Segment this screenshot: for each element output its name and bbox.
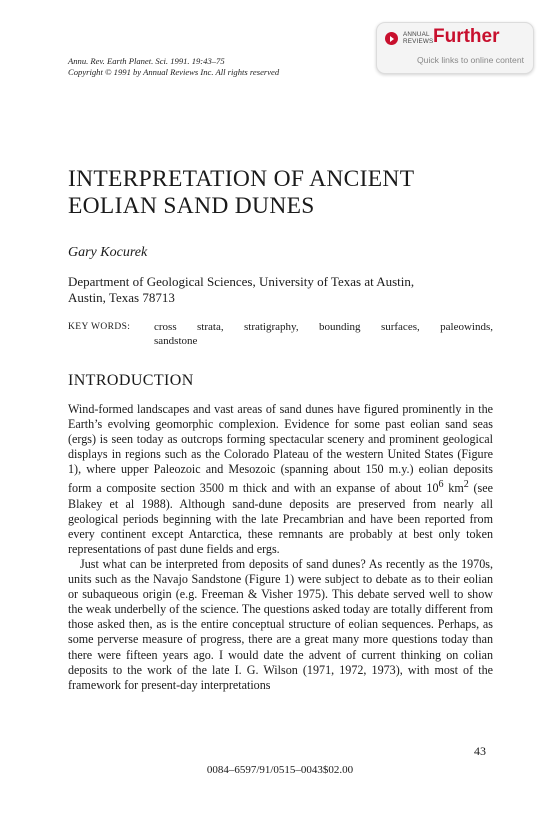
keywords [68, 320, 493, 348]
badge-brand [403, 31, 433, 45]
badge-brand-line1: ANNUAL [403, 31, 430, 38]
paragraph-text: Wind-formed landscapes and vast areas of sand dunes have figured prominently in the Earth’s evolving geomorphic complexion. Evidence for some past eolian sand seas (ergs) is seen today as outcrops forming spectacular scenery and prominent geological displays in regions such as the Colorado Plateau of the western United States (Figure 1), where upper Paleozoic and Mesozoic (spanning about 150 m.y.) eolian deposits form a composite section 3500 m thick and with an expanse of about 10 [68, 402, 493, 496]
title-line: INTERPRETATION OF ANCIENT [68, 166, 415, 192]
keywords-label: KEY WORDS: [68, 322, 131, 332]
keywords-line: sandstone [154, 335, 198, 347]
superscript: 6 [438, 479, 444, 491]
affiliation-line: Department of Geological Sciences, University of Texas at Austin, [68, 274, 415, 289]
keywords-line: cross strata, stratigraphy, bounding surfaces, paleowinds, [154, 321, 493, 333]
section-heading: INTRODUCTION [68, 372, 194, 389]
badge-further-label: Further [433, 26, 500, 47]
article-title [68, 166, 508, 220]
author-name: Gary Kocurek [68, 245, 148, 260]
journal-citation [68, 56, 279, 78]
article-code: 0084–6597/91/0515–0043$02.00 [206, 764, 354, 776]
paragraph [68, 402, 493, 557]
affiliation-line: Austin, Texas 78713 [68, 290, 175, 305]
play-circle-icon [385, 32, 398, 45]
author-affiliation [68, 274, 414, 306]
body-text [68, 402, 493, 693]
copyright-line: Copyright © 1991 by Annual Reviews Inc. All rights reserved [68, 67, 280, 77]
paragraph-text: (see Blakey et al 1988). Although sand-dune deposits are preserved from nearly all geological periods beginning with the late Precambrian and have been reported from every continent except Antarctica, these remnants are probably at best only token representations of past dune fields and ergs. [68, 481, 493, 556]
citation-line: Annu. Rev. Earth Planet. Sci. 1991. 19:43–75 [68, 56, 225, 66]
further-badge[interactable] [376, 22, 534, 74]
paragraph: Just what can be interpreted from deposits of sand dunes? As recently as the 1970s, units such as the Navajo Sandstone (Figure 1) were subject to debate as to their eolian or subaqueous origin (e.g. Freeman & Visher 1975). This debate served well to show the weak underbelly of the science. The questions asked today are totally different from those asked then, as is the entire conceptual structure of eolian sequences. Perhaps, as some perverse measure of progress, there are a great many more questions today than there were fifteen years ago. I would date the advent of current thinking on colian deposits to the work of the late I. G. Wilson (1971, 1972, 1973), with most of the framework for present-day interpretations [68, 556, 493, 692]
title-line: EOLIAN SAND DUNES [68, 193, 315, 219]
badge-brand-line2: REVIEWS [403, 38, 434, 45]
superscript: 2 [463, 479, 469, 491]
paragraph-text: km [443, 481, 464, 496]
page-number: 43 [474, 744, 486, 758]
badge-subtitle: Quick links to online content [417, 55, 525, 65]
